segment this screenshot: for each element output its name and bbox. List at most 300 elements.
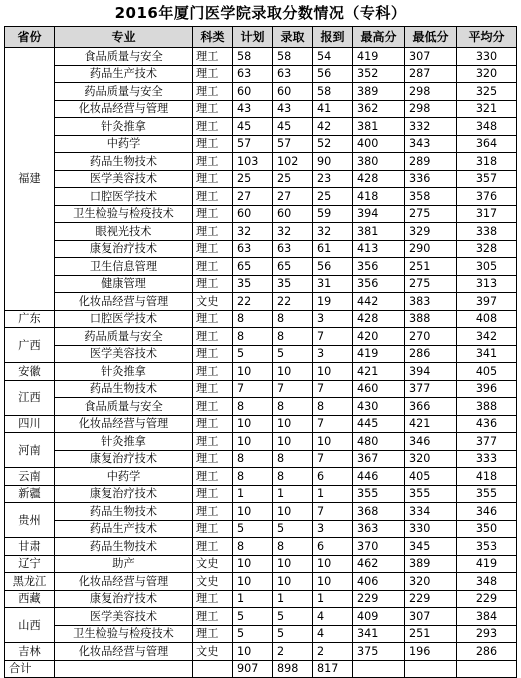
category-cell: 理工 bbox=[193, 258, 233, 276]
max-score-cell: 480 bbox=[353, 433, 405, 451]
max-score-cell: 367 bbox=[353, 450, 405, 468]
min-score-cell: 298 bbox=[405, 83, 457, 101]
admitted-cell: 8 bbox=[273, 450, 313, 468]
total-empty-max bbox=[353, 660, 405, 678]
min-score-cell: 290 bbox=[405, 240, 457, 258]
province-cell: 吉林 bbox=[5, 643, 55, 661]
total-empty-avg bbox=[457, 660, 517, 678]
avg-score-cell: 364 bbox=[457, 135, 517, 153]
table-row bbox=[5, 520, 517, 538]
major-cell: 眼视光技术 bbox=[55, 223, 193, 241]
plan-cell: 8 bbox=[233, 538, 273, 556]
max-score-cell: 355 bbox=[353, 485, 405, 503]
major-cell: 化妆品经营与管理 bbox=[55, 415, 193, 433]
plan-cell: 22 bbox=[233, 293, 273, 311]
avg-score-cell: 305 bbox=[457, 258, 517, 276]
plan-cell: 10 bbox=[233, 415, 273, 433]
max-score-cell: 418 bbox=[353, 188, 405, 206]
registered-cell: 7 bbox=[313, 380, 353, 398]
min-score-cell: 355 bbox=[405, 485, 457, 503]
max-score-cell: 442 bbox=[353, 293, 405, 311]
header-avg-score: 平均分 bbox=[457, 27, 517, 48]
major-cell: 中药学 bbox=[55, 468, 193, 486]
registered-cell: 10 bbox=[313, 555, 353, 573]
province-cell: 广西 bbox=[5, 328, 55, 363]
registered-cell: 56 bbox=[313, 65, 353, 83]
plan-cell: 8 bbox=[233, 328, 273, 346]
max-score-cell: 352 bbox=[353, 65, 405, 83]
province-cell: 安徽 bbox=[5, 363, 55, 381]
table-row bbox=[5, 590, 517, 608]
category-cell: 理工 bbox=[193, 275, 233, 293]
plan-cell: 7 bbox=[233, 380, 273, 398]
max-score-cell: 368 bbox=[353, 503, 405, 521]
total-registered: 817 bbox=[313, 660, 353, 678]
avg-score-cell: 318 bbox=[457, 153, 517, 171]
table-row bbox=[5, 328, 517, 346]
admitted-cell: 10 bbox=[273, 363, 313, 381]
plan-cell: 10 bbox=[233, 643, 273, 661]
major-cell: 卫生信息管理 bbox=[55, 258, 193, 276]
min-score-cell: 394 bbox=[405, 363, 457, 381]
plan-cell: 10 bbox=[233, 573, 273, 591]
min-score-cell: 421 bbox=[405, 415, 457, 433]
max-score-cell: 406 bbox=[353, 573, 405, 591]
registered-cell: 3 bbox=[313, 310, 353, 328]
max-score-cell: 428 bbox=[353, 170, 405, 188]
total-plan: 907 bbox=[233, 660, 273, 678]
header-province: 省份 bbox=[5, 27, 55, 48]
header-plan: 计划 bbox=[233, 27, 273, 48]
category-cell: 理工 bbox=[193, 328, 233, 346]
major-cell: 化妆品经营与管理 bbox=[55, 100, 193, 118]
admitted-cell: 35 bbox=[273, 275, 313, 293]
avg-score-cell: 320 bbox=[457, 65, 517, 83]
admitted-cell: 8 bbox=[273, 398, 313, 416]
category-cell: 理工 bbox=[193, 310, 233, 328]
min-score-cell: 336 bbox=[405, 170, 457, 188]
max-score-cell: 341 bbox=[353, 625, 405, 643]
registered-cell: 32 bbox=[313, 223, 353, 241]
max-score-cell: 380 bbox=[353, 153, 405, 171]
plan-cell: 60 bbox=[233, 205, 273, 223]
plan-cell: 103 bbox=[233, 153, 273, 171]
table-row bbox=[5, 310, 517, 328]
table-row bbox=[5, 258, 517, 276]
admitted-cell: 5 bbox=[273, 345, 313, 363]
admitted-cell: 27 bbox=[273, 188, 313, 206]
admitted-cell: 32 bbox=[273, 223, 313, 241]
max-score-cell: 356 bbox=[353, 275, 405, 293]
table-row bbox=[5, 48, 517, 66]
category-cell: 理工 bbox=[193, 398, 233, 416]
plan-cell: 65 bbox=[233, 258, 273, 276]
major-cell: 口腔医学技术 bbox=[55, 310, 193, 328]
province-cell: 福建 bbox=[5, 48, 55, 311]
category-cell: 文史 bbox=[193, 573, 233, 591]
table-row bbox=[5, 468, 517, 486]
table-row bbox=[5, 100, 517, 118]
avg-score-cell: 328 bbox=[457, 240, 517, 258]
table-row bbox=[5, 485, 517, 503]
total-label: 合计 bbox=[5, 660, 55, 678]
avg-score-cell: 396 bbox=[457, 380, 517, 398]
avg-score-cell: 325 bbox=[457, 83, 517, 101]
registered-cell: 10 bbox=[313, 573, 353, 591]
registered-cell: 56 bbox=[313, 258, 353, 276]
min-score-cell: 289 bbox=[405, 153, 457, 171]
min-score-cell: 334 bbox=[405, 503, 457, 521]
plan-cell: 8 bbox=[233, 398, 273, 416]
admitted-cell: 1 bbox=[273, 590, 313, 608]
province-cell: 广东 bbox=[5, 310, 55, 328]
category-cell: 理工 bbox=[193, 48, 233, 66]
max-score-cell: 430 bbox=[353, 398, 405, 416]
major-cell: 药品生物技术 bbox=[55, 380, 193, 398]
min-score-cell: 389 bbox=[405, 555, 457, 573]
plan-cell: 8 bbox=[233, 310, 273, 328]
max-score-cell: 419 bbox=[353, 48, 405, 66]
category-cell: 理工 bbox=[193, 118, 233, 136]
registered-cell: 54 bbox=[313, 48, 353, 66]
avg-score-cell: 353 bbox=[457, 538, 517, 556]
registered-cell: 90 bbox=[313, 153, 353, 171]
table-row bbox=[5, 293, 517, 311]
total-empty-min bbox=[405, 660, 457, 678]
category-cell: 理工 bbox=[193, 468, 233, 486]
category-cell: 理工 bbox=[193, 433, 233, 451]
avg-score-cell: 377 bbox=[457, 433, 517, 451]
min-score-cell: 345 bbox=[405, 538, 457, 556]
min-score-cell: 251 bbox=[405, 625, 457, 643]
max-score-cell: 413 bbox=[353, 240, 405, 258]
registered-cell: 58 bbox=[313, 83, 353, 101]
plan-cell: 35 bbox=[233, 275, 273, 293]
min-score-cell: 366 bbox=[405, 398, 457, 416]
major-cell: 食品质量与安全 bbox=[55, 398, 193, 416]
min-score-cell: 298 bbox=[405, 100, 457, 118]
category-cell: 理工 bbox=[193, 363, 233, 381]
min-score-cell: 320 bbox=[405, 450, 457, 468]
registered-cell: 1 bbox=[313, 485, 353, 503]
min-score-cell: 307 bbox=[405, 48, 457, 66]
admitted-cell: 102 bbox=[273, 153, 313, 171]
category-cell: 理工 bbox=[193, 415, 233, 433]
avg-score-cell: 436 bbox=[457, 415, 517, 433]
min-score-cell: 330 bbox=[405, 520, 457, 538]
admitted-cell: 43 bbox=[273, 100, 313, 118]
avg-score-cell: 405 bbox=[457, 363, 517, 381]
registered-cell: 8 bbox=[313, 398, 353, 416]
min-score-cell: 286 bbox=[405, 345, 457, 363]
table-row bbox=[5, 625, 517, 643]
major-cell: 药品生物技术 bbox=[55, 538, 193, 556]
max-score-cell: 446 bbox=[353, 468, 405, 486]
max-score-cell: 420 bbox=[353, 328, 405, 346]
table-row bbox=[5, 363, 517, 381]
category-cell: 理工 bbox=[193, 520, 233, 538]
registered-cell: 4 bbox=[313, 625, 353, 643]
major-cell: 康复治疗技术 bbox=[55, 240, 193, 258]
registered-cell: 31 bbox=[313, 275, 353, 293]
avg-score-cell: 317 bbox=[457, 205, 517, 223]
province-cell: 贵州 bbox=[5, 503, 55, 538]
major-cell: 口腔医学技术 bbox=[55, 188, 193, 206]
min-score-cell: 388 bbox=[405, 310, 457, 328]
avg-score-cell: 384 bbox=[457, 608, 517, 626]
admitted-cell: 45 bbox=[273, 118, 313, 136]
major-cell: 药品质量与安全 bbox=[55, 328, 193, 346]
header-min-score: 最低分 bbox=[405, 27, 457, 48]
province-cell: 山西 bbox=[5, 608, 55, 643]
admitted-cell: 7 bbox=[273, 380, 313, 398]
table-row bbox=[5, 240, 517, 258]
province-cell: 新疆 bbox=[5, 485, 55, 503]
major-cell: 药品生产技术 bbox=[55, 65, 193, 83]
table-row bbox=[5, 503, 517, 521]
table-body bbox=[5, 48, 517, 661]
plan-cell: 8 bbox=[233, 450, 273, 468]
table-row bbox=[5, 135, 517, 153]
table-row bbox=[5, 398, 517, 416]
admission-table bbox=[4, 26, 517, 678]
registered-cell: 10 bbox=[313, 363, 353, 381]
avg-score-cell: 418 bbox=[457, 468, 517, 486]
admitted-cell: 10 bbox=[273, 555, 313, 573]
admitted-cell: 5 bbox=[273, 625, 313, 643]
registered-cell: 41 bbox=[313, 100, 353, 118]
category-cell: 理工 bbox=[193, 608, 233, 626]
plan-cell: 58 bbox=[233, 48, 273, 66]
total-row bbox=[5, 660, 517, 678]
min-score-cell: 329 bbox=[405, 223, 457, 241]
admitted-cell: 63 bbox=[273, 240, 313, 258]
registered-cell: 2 bbox=[313, 643, 353, 661]
admitted-cell: 1 bbox=[273, 485, 313, 503]
header-category: 科类 bbox=[193, 27, 233, 48]
table-row bbox=[5, 170, 517, 188]
registered-cell: 52 bbox=[313, 135, 353, 153]
max-score-cell: 375 bbox=[353, 643, 405, 661]
max-score-cell: 363 bbox=[353, 520, 405, 538]
avg-score-cell: 338 bbox=[457, 223, 517, 241]
table-row bbox=[5, 275, 517, 293]
avg-score-cell: 333 bbox=[457, 450, 517, 468]
province-cell: 甘肃 bbox=[5, 538, 55, 556]
admitted-cell: 8 bbox=[273, 310, 313, 328]
table-row bbox=[5, 380, 517, 398]
registered-cell: 25 bbox=[313, 188, 353, 206]
avg-score-cell: 355 bbox=[457, 485, 517, 503]
admitted-cell: 10 bbox=[273, 503, 313, 521]
table-row bbox=[5, 643, 517, 661]
plan-cell: 43 bbox=[233, 100, 273, 118]
plan-cell: 63 bbox=[233, 65, 273, 83]
avg-score-cell: 286 bbox=[457, 643, 517, 661]
major-cell: 药品生产技术 bbox=[55, 520, 193, 538]
plan-cell: 25 bbox=[233, 170, 273, 188]
category-cell: 理工 bbox=[193, 223, 233, 241]
registered-cell: 10 bbox=[313, 433, 353, 451]
major-cell: 药品生物技术 bbox=[55, 503, 193, 521]
registered-cell: 42 bbox=[313, 118, 353, 136]
avg-score-cell: 330 bbox=[457, 48, 517, 66]
major-cell: 化妆品经营与管理 bbox=[55, 643, 193, 661]
registered-cell: 7 bbox=[313, 328, 353, 346]
category-cell: 理工 bbox=[193, 153, 233, 171]
category-cell: 理工 bbox=[193, 205, 233, 223]
min-score-cell: 196 bbox=[405, 643, 457, 661]
min-score-cell: 287 bbox=[405, 65, 457, 83]
category-cell: 理工 bbox=[193, 135, 233, 153]
registered-cell: 61 bbox=[313, 240, 353, 258]
min-score-cell: 343 bbox=[405, 135, 457, 153]
header-admitted: 录取 bbox=[273, 27, 313, 48]
registered-cell: 4 bbox=[313, 608, 353, 626]
header-registered: 报到 bbox=[313, 27, 353, 48]
avg-score-cell: 293 bbox=[457, 625, 517, 643]
registered-cell: 59 bbox=[313, 205, 353, 223]
admitted-cell: 65 bbox=[273, 258, 313, 276]
avg-score-cell: 397 bbox=[457, 293, 517, 311]
registered-cell: 6 bbox=[313, 538, 353, 556]
plan-cell: 10 bbox=[233, 555, 273, 573]
plan-cell: 10 bbox=[233, 363, 273, 381]
min-score-cell: 346 bbox=[405, 433, 457, 451]
min-score-cell: 307 bbox=[405, 608, 457, 626]
major-cell: 医学美容技术 bbox=[55, 170, 193, 188]
avg-score-cell: 350 bbox=[457, 520, 517, 538]
major-cell: 化妆品经营与管理 bbox=[55, 293, 193, 311]
min-score-cell: 270 bbox=[405, 328, 457, 346]
province-cell: 辽宁 bbox=[5, 555, 55, 573]
category-cell: 理工 bbox=[193, 485, 233, 503]
max-score-cell: 362 bbox=[353, 100, 405, 118]
table-row bbox=[5, 573, 517, 591]
category-cell: 理工 bbox=[193, 83, 233, 101]
plan-cell: 27 bbox=[233, 188, 273, 206]
max-score-cell: 421 bbox=[353, 363, 405, 381]
avg-score-cell: 313 bbox=[457, 275, 517, 293]
admitted-cell: 60 bbox=[273, 83, 313, 101]
plan-cell: 5 bbox=[233, 345, 273, 363]
major-cell: 针灸推拿 bbox=[55, 363, 193, 381]
plan-cell: 8 bbox=[233, 468, 273, 486]
min-score-cell: 251 bbox=[405, 258, 457, 276]
max-score-cell: 428 bbox=[353, 310, 405, 328]
admitted-cell: 22 bbox=[273, 293, 313, 311]
max-score-cell: 356 bbox=[353, 258, 405, 276]
category-cell: 理工 bbox=[193, 240, 233, 258]
avg-score-cell: 348 bbox=[457, 573, 517, 591]
plan-cell: 1 bbox=[233, 590, 273, 608]
plan-cell: 10 bbox=[233, 433, 273, 451]
table-row bbox=[5, 433, 517, 451]
max-score-cell: 409 bbox=[353, 608, 405, 626]
plan-cell: 5 bbox=[233, 625, 273, 643]
admitted-cell: 8 bbox=[273, 538, 313, 556]
registered-cell: 1 bbox=[313, 590, 353, 608]
admitted-cell: 58 bbox=[273, 48, 313, 66]
major-cell: 针灸推拿 bbox=[55, 118, 193, 136]
min-score-cell: 358 bbox=[405, 188, 457, 206]
min-score-cell: 275 bbox=[405, 205, 457, 223]
table-row bbox=[5, 223, 517, 241]
min-score-cell: 405 bbox=[405, 468, 457, 486]
min-score-cell: 383 bbox=[405, 293, 457, 311]
major-cell: 针灸推拿 bbox=[55, 433, 193, 451]
province-cell: 黑龙江 bbox=[5, 573, 55, 591]
avg-score-cell: 229 bbox=[457, 590, 517, 608]
registered-cell: 7 bbox=[313, 450, 353, 468]
major-cell: 助产 bbox=[55, 555, 193, 573]
table-row bbox=[5, 153, 517, 171]
avg-score-cell: 408 bbox=[457, 310, 517, 328]
min-score-cell: 320 bbox=[405, 573, 457, 591]
avg-score-cell: 357 bbox=[457, 170, 517, 188]
avg-score-cell: 342 bbox=[457, 328, 517, 346]
admitted-cell: 57 bbox=[273, 135, 313, 153]
max-score-cell: 400 bbox=[353, 135, 405, 153]
table-row bbox=[5, 345, 517, 363]
table-row bbox=[5, 538, 517, 556]
admitted-cell: 5 bbox=[273, 608, 313, 626]
major-cell: 卫生检验与检疫技术 bbox=[55, 205, 193, 223]
max-score-cell: 381 bbox=[353, 118, 405, 136]
table-row bbox=[5, 188, 517, 206]
major-cell: 化妆品经营与管理 bbox=[55, 573, 193, 591]
plan-cell: 5 bbox=[233, 608, 273, 626]
registered-cell: 7 bbox=[313, 415, 353, 433]
major-cell: 医学美容技术 bbox=[55, 345, 193, 363]
admitted-cell: 2 bbox=[273, 643, 313, 661]
min-score-cell: 229 bbox=[405, 590, 457, 608]
table-row bbox=[5, 415, 517, 433]
registered-cell: 3 bbox=[313, 520, 353, 538]
plan-cell: 32 bbox=[233, 223, 273, 241]
table-row bbox=[5, 608, 517, 626]
header-major: 专业 bbox=[55, 27, 193, 48]
province-cell: 云南 bbox=[5, 468, 55, 486]
admitted-cell: 8 bbox=[273, 468, 313, 486]
plan-cell: 10 bbox=[233, 503, 273, 521]
avg-score-cell: 341 bbox=[457, 345, 517, 363]
category-cell: 文史 bbox=[193, 643, 233, 661]
max-score-cell: 419 bbox=[353, 345, 405, 363]
total-empty-category bbox=[193, 660, 233, 678]
table-row bbox=[5, 65, 517, 83]
major-cell: 中药学 bbox=[55, 135, 193, 153]
max-score-cell: 389 bbox=[353, 83, 405, 101]
plan-cell: 5 bbox=[233, 520, 273, 538]
max-score-cell: 445 bbox=[353, 415, 405, 433]
table-row bbox=[5, 118, 517, 136]
min-score-cell: 377 bbox=[405, 380, 457, 398]
table-row bbox=[5, 450, 517, 468]
admitted-cell: 5 bbox=[273, 520, 313, 538]
plan-cell: 57 bbox=[233, 135, 273, 153]
min-score-cell: 332 bbox=[405, 118, 457, 136]
plan-cell: 60 bbox=[233, 83, 273, 101]
province-cell: 四川 bbox=[5, 415, 55, 433]
category-cell: 理工 bbox=[193, 188, 233, 206]
major-cell: 食品质量与安全 bbox=[55, 48, 193, 66]
major-cell: 健康管理 bbox=[55, 275, 193, 293]
registered-cell: 23 bbox=[313, 170, 353, 188]
category-cell: 理工 bbox=[193, 625, 233, 643]
major-cell: 药品质量与安全 bbox=[55, 83, 193, 101]
province-cell: 江西 bbox=[5, 380, 55, 415]
